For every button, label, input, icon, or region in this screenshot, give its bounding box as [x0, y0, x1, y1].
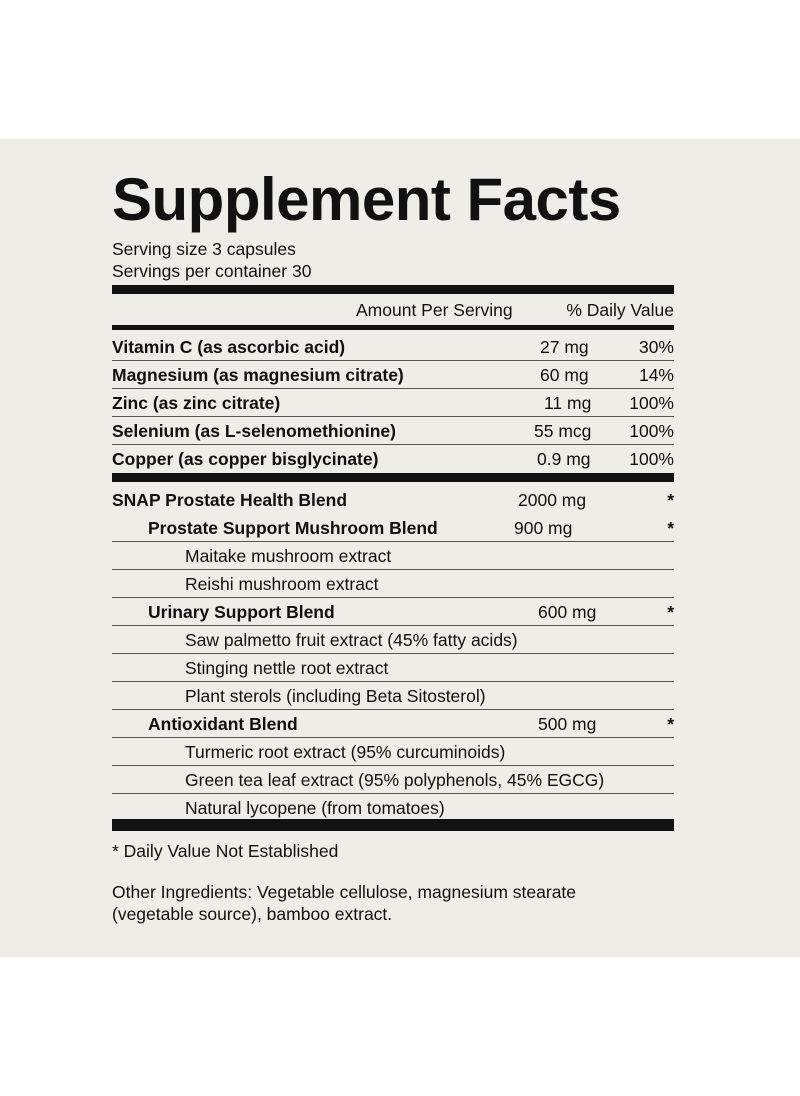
sub-blend-dv: * — [667, 714, 674, 734]
nutrient-dv: 100% — [629, 393, 674, 413]
nutrient-row-selenium — [112, 416, 674, 444]
nutrient-dv: 30% — [638, 337, 674, 357]
ingredient-name: Saw palmetto fruit extract (45% fatty acids) — [185, 630, 518, 650]
serving-size: Serving size 3 capsules — [112, 239, 296, 259]
label-panel — [0, 139, 800, 957]
ingredient-name: Natural lycopene (from tomatoes) — [185, 798, 445, 818]
nutrient-row-magnesium — [112, 360, 674, 388]
amount-per-serving-header: Amount Per Serving — [356, 300, 513, 320]
thick-divider-bottom — [112, 819, 674, 831]
ingredient-name: Reishi mushroom extract — [185, 574, 379, 594]
other-ingredients-line2: (vegetable source), bamboo extract. — [112, 904, 393, 924]
ingredient-row — [112, 569, 674, 597]
ingredient-row — [112, 793, 674, 821]
nutrient-amount: 0.9 mg — [537, 449, 591, 469]
blend-dv: * — [667, 490, 674, 510]
sub-blend-name: Antioxidant Blend — [148, 714, 298, 734]
nutrient-name: Vitamin C (as ascorbic acid) — [112, 337, 346, 357]
blend-amount: 2000 mg — [518, 490, 587, 510]
sub-blend-name: Urinary Support Blend — [148, 602, 335, 622]
nutrient-name: Selenium (as L-selenomethionine) — [112, 421, 396, 441]
nutrient-row-vitamin-c — [112, 332, 674, 360]
label-title: Supplement Facts — [112, 166, 621, 233]
nutrient-name: Magnesium (as magnesium citrate) — [112, 365, 404, 385]
nutrient-amount: 11 mg — [544, 393, 592, 413]
sub-blend-dv: * — [667, 518, 674, 538]
ingredient-name: Green tea leaf extract (95% polyphenols, 45% EGCG) — [185, 770, 605, 790]
nutrient-amount: 27 mg — [540, 337, 589, 357]
sub-blend-name: Prostate Support Mushroom Blend — [148, 518, 438, 538]
ingredient-name: Stinging nettle root extract — [185, 658, 389, 678]
ingredient-row — [112, 765, 674, 793]
nutrient-dv: 14% — [638, 365, 674, 385]
ingredient-name: Plant sterols (including Beta Sitosterol) — [185, 686, 486, 706]
nutrient-name: Copper (as copper bisglycinate) — [112, 449, 379, 469]
sub-blend-dv: * — [667, 602, 674, 622]
medium-divider — [112, 325, 674, 330]
blend-row-main — [112, 485, 674, 513]
footnote: * Daily Value Not Established — [112, 841, 339, 861]
sub-blend-amount: 500 mg — [538, 714, 597, 734]
nutrient-dv: 100% — [629, 421, 674, 441]
other-ingredients-line1: Other Ingredients: Vegetable cellulose, magnesium stearate — [112, 882, 577, 902]
nutrient-amount: 60 mg — [540, 365, 589, 385]
ingredient-name: Maitake mushroom extract — [185, 546, 392, 566]
ingredient-row — [112, 681, 674, 709]
ingredient-row — [112, 541, 674, 569]
nutrient-amount: 55 mcg — [534, 421, 592, 441]
servings-per-container: Servings per container 30 — [112, 261, 312, 281]
ingredient-row — [112, 737, 674, 765]
ingredient-row — [112, 653, 674, 681]
nutrient-row-zinc — [112, 388, 674, 416]
blend-name: SNAP Prostate Health Blend — [112, 490, 348, 510]
daily-value-header: % Daily Value — [566, 300, 674, 320]
nutrient-row-copper — [112, 444, 674, 472]
ingredient-name: Turmeric root extract (95% curcuminoids) — [185, 742, 506, 762]
sub-blend-amount: 900 mg — [514, 518, 573, 538]
thick-divider-top — [112, 285, 674, 294]
blend-row-mushroom — [112, 513, 674, 541]
thick-divider-middle — [112, 473, 674, 482]
nutrient-dv: 100% — [629, 449, 674, 469]
nutrient-name: Zinc (as zinc citrate) — [112, 393, 281, 413]
blend-row-urinary — [112, 597, 674, 625]
blend-row-antioxidant — [112, 709, 674, 737]
ingredient-row — [112, 625, 674, 653]
sub-blend-amount: 600 mg — [538, 602, 597, 622]
